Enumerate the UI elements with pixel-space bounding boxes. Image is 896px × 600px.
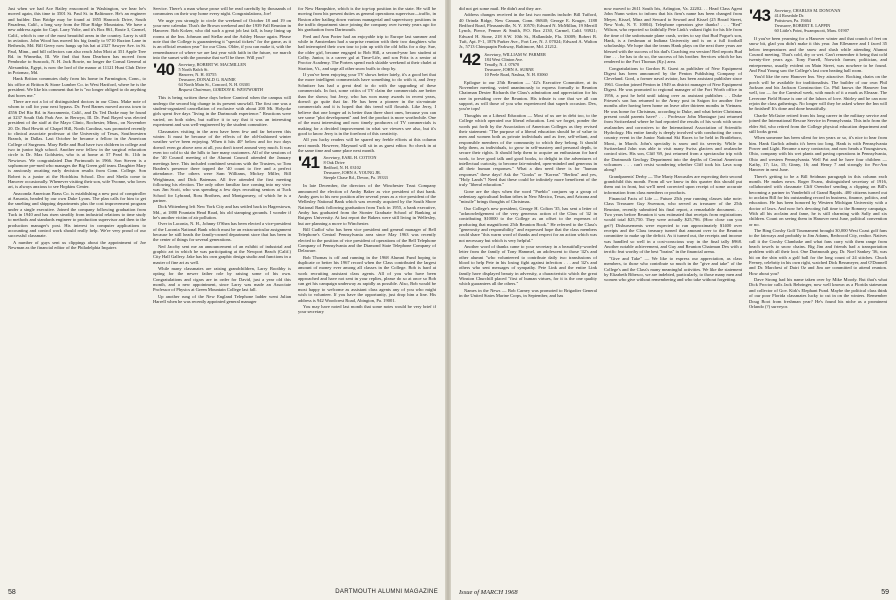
page-number: 58: [8, 589, 16, 596]
class-officers: Secretary, CHARLES M. DONOVAN 414 Rosedale Dr. Pottstown, Pa. 19464 Treasurer, ROBERT E. LAPPIN 60 Little's Point, Swampscott, Mass. 01907: [774, 8, 849, 33]
paragraph: Bill Cudlof who has been vice president and general manager of Bell Telephone's Central Pennsylvania area since May 1963 was recently elected to the position of vice president of operations of the Bell Telephone Company of Pennsylvania and the Diamond State Telephone Company of Delaware.: [298, 227, 436, 254]
paragraph: Address changes received in the last two months include: Bill Tufford, 40 Orinda Ridge, New Canaan, Conn. 06840; George E. Kruger, 1188 Bedford Road, Pleasantville, N. Y. 10570; Edward N. McMillan, 19 Merrill Lynch, Pierce, Fenner & Smith, P.O. Box 2130, Carmel, Calif. 93921; Edward H. Stone, 218 S.W. 10th St., Hallandale, Fla. 33009; Robert B. Tuft, Apt. F-1, 1876 Parker Ave., Fort Lee, N. J. 07024; Edward A. Walton Jr., 5713 Chinquapin Parkway, Baltimore, Md. 21212.: [459, 12, 597, 50]
paragraph: Anaconda American Brass Co. is establishing a new post of comptroller at Ansonia, headed by our own Duke Lyons. The plan calls for him to get the smelting and shipping departments plus the cost improvement program under a single executive. Joined the company following graduation from Tuck in 1940 and has risen steadily from industrial relations to time study to methods and standards engineer to production supervisor and then to the production manager's post. His interest in computer applications to accounting and control work should really help. We're very proud of our successful classmate.: [8, 190, 146, 239]
page-number: 59: [881, 589, 889, 596]
paragraph: You may have noted last month that some notes would be very brief if your secretary: [298, 303, 436, 315]
paragraph: Gone are the days when the word "Pueblo" conjures up a group of sedentary agricultural Indian tribes in New Mexico, Texas, and Arizona and "missile" brings thoughts of Christmas.: [459, 188, 597, 205]
paragraph: Hank Britton commutes daily from his home in Farmington, Conn., to his office at Britton & Stone Lumber Co. in West Hartford, where he is the president. We like his comment that he is "no longer obliged to do anything that bores me.": [8, 76, 146, 98]
paragraph: now moved to 2611 South Iris, Arlington, Va. 22202. . . Head Class Agent John Nunn writes to inform that his firm's name has been changed from Meyer, Kissel, Minz and Seward to Seward and Kissel (25 Broad Street, New York, N. Y. 10004). Telephone operators give thanks! . . . "Red" Wilson, who reported so faithfully Pete Link's valiant fight for his life from the time of the unfortunate plane crash, writes to say that Bud Pogue's son, Hank, is a freshman at Indiana University and is on a full football scholarship. We hope that the teams Hank plays on the next three years are blessed with the success of his dad's Coaching era version! Red reports Bud fine . . . he has to do so, the success of his brother. Services which he has rendered to the Fort Thomas (Ky.) area.: [604, 6, 742, 65]
paragraph: Our College's new president, George H. Colton '35, has sent a letter of "acknowledgement of the very generous action of the Class of '42 in contributing $10000 to the College as an offset to the expenses of producing that magnificent 25th Reunion Book." He referred to the Class's "generosity and responsibility" and expressed hope that the class members could share "this warm word of thanks and respect for an action which was not necessary but which is very helpful.": [459, 205, 597, 243]
paragraph: The Bing Crosby Golf Tournament brought 30,000 West Coast golf fans to the fairways and probably to Jim Adams, Redwood City, realtor. Natives call it the Crosby Clambake and what fans carry with them range from beach towels to snow chains. Big Jim and friends had a transportation problem with all their loot. One Dartmouth guy, Dr. Noel Sankey '36, was hit on the shin with a golf ball for the long count of 24 stitches. Chuck Feeney, celebrity in his own right, watched Dick Ressmeyer, and O'Donnell and Dr. Marchesi of Dairi Oz and Jim are committed to attend reunion. How about you?: [749, 228, 887, 276]
paragraph: Charlie McGuire retired from his long career in the military service and joined the International Rescue Service in Pennsylvania. This info from the elder Sid, who retired from the College physical education department and still looks great.: [749, 112, 887, 134]
paragraph: Epilogue to our 25th Reunion — '42's Executive Committee, at its November meeting, voted unanimously to express formally to Reunion Chairman Dexter Richards the Class's admiration and appreciation for his rare in presiding over the Reunion. His tribute is one that we all can support, as will those of you who experienced that superb occasion. Dex, you're tops!: [459, 79, 597, 112]
paragraph: Congratulations to Gordon B. Guest as publisher of New Equipment Digest has been announced by the Penton Publishing Company of Cleveland. Gord, a former naval aviator, has been assistant publisher since 1961. Gordon joined Penton in 1949 as district manager of New Equipment Digest. He was promoted to regional manager of the Fort Worth office in 1956, a post he held until taking over as assistant publisher. . . Duke Friesen's son has returned to the Army post in Saigon for another five months after having been home on leave after thirteen months in Vietnam. He was home for Christmas, according to Duke, and what better Christmas present could parents have? . . . Professor John Montague just returned from Switzerland where he had reported the results of his work with snow avalanches and corrosives to the International Association of Scientific Hydrology. His entire family is deeply involved with conducting the cross country event in the Junior National Ski Races to be held in Brattleboro, Mont., in March. John's specialty is snow and its severity. While in Switzerland John was able to visit many Swiss glaciers and avalanche control sites. His son, Cliff '69, just returned from a spectacular trip with the Dartmouth Geology Department into the depths of Central American volcanoes . . . can't resist wondering whether Cliff took his Lava soap along?: [604, 65, 742, 173]
class-year: '40: [153, 60, 175, 80]
paragraph: Classmates visiting in the area have been few and far between this winter. It must be because of the effects of the old-fashioned winter weather we've been enjoying. When it hits 40° below and for two days doesn't even go above zero at all, you don't travel around very much. It was even too cold to ski the hills to lure many customers. All of the sessions of the '40 Council meeting of the Alumni Council attended the January meetings here. This included combined sessions with the Trustees, so Tom Braden's presence there topped the '40 count to five and a perfect attendance. The others were Sam Williams, Mickey Miller, Bill Weightman, and Dick Bateman. All five attended the first meeting following his election. The only other familiar face coming into my view was Jim Scott, who was spending a few days recruiting seniors at Tuck School for Lybrand, Ross Brothers, and Montgomery, of which he is a partner.: [153, 128, 291, 203]
right-col-2: [604, 6, 742, 574]
right-footer: [459, 589, 889, 596]
paragraph: When someone has been silent for ten years or so, it's nice to hear from him. Hank Garlick admits it's been too long. Hank is with Pennsylvania Power and Light. Became a navy contractor, and now heads a Youngstown, Ohio, company with his wet plants and paving operations in Pennsylvania, Ohio and western Pennsylvania. Well Pat and he have four children — Kathy, 17; Liz, 15; Ginny, 16; and Henry 7 and strongly for Pro-Am Hanover in next June.: [749, 135, 887, 173]
paragraph: We urge you strongly to circle the weekend of October 18 and 19 on your new calendar. That's the Brown weekend and the 1939 Fall Reunion in Hanover. Bob Kolzer, who did such a great job last fall, is busy lining up rooms at the Inn. Johnson and Stellar and the Ashley House again. Please note that the College is guaranteeing it "special tickets" for the game, as it is an official reunion year" for our Class. Older, if you can make it, with the remembrance of where we are last year with faith in the future, we march into the sunset with the promise that we'll be there. Will you?: [153, 17, 291, 61]
magazine-title: DARTMOUTH ALUMNI MAGAZINE: [335, 589, 438, 595]
paragraph: Bob Thomas is off and running in the 1968 Alumni Fund hoping to duplicate or better his 1967 record when the Class contributed the largest amount of money ever among all classes in the College. Bob is hard at work recruiting assistant class agents. All of you who have been approached and have not sent in your replies, please do so at once so Bob can get his campaign underway as rapidly as possible. Also, Bob would be most happy to welcome as assistant class agents any of you who might wish to volunteer. If you have the opportunity, just drop him a line. His address is 942 Woodcrest Road, Abington, Pa. 19001.: [298, 254, 436, 303]
paragraph: Up another rung of the New England Telephone ladder went Julian Harrell when he was recently appointed general manager: [153, 293, 291, 305]
paragraph: Ned Jacoby sent me an announcement of an exhibit of industrial and graphic art in which he was participating at the Newport Beach (Calif.) City Hall Gallery. Jake has his own graphic design studio and functions in a master of fine art as well.: [153, 243, 291, 265]
class-officers: Secretary, ROBERT W. MACMILLEN 5 North Balch St. Hanover, N. H. 03755 Treasurer, DONALD G. RAINIE 64 North Main St., Concord, N. H. 03301 Bequest Chairman, GORDON K. WENTWORTH: [178, 62, 263, 93]
issue-label: Issue of MARCH 1968: [459, 589, 518, 596]
paragraph: Another word of thanks came to your secretary in a beautifully-worded letter from the family of Tony Hammel, an adolescent to those '42's and other alumni "who volunteered to contribute daily two transfusions of blood to help Pete in his losing fight against infection . . . and '42's and others who sent messages of sympathy. Pete Link and the entire Link family have displayed beauty in adversity, a characteristic which the great Winston Churchill placed "first of human virtues, for it is the one quality which guarantees all the others.": [459, 244, 597, 287]
paragraph: This is being written these days before Carnival when the campus will undergo the second big change in its present snowfall. The first one was a student-organized cancellation of exclusive with about 200 Mt. Holyoke girls spent five days "living in the Dartmouth experience." Reactions were varied, on both sides, but suffice it to say that it was an interesting experiment and was well-engineered by the student committee.: [153, 95, 291, 128]
class-officers: Secretary, WILLIAM W. PARMER 184 West Clinton Ave. Tenafly, N. J. 07670 Treasurer, JOHN A. SURNE 10 Peele Road, Nashua, N. H. 03060: [484, 51, 548, 77]
paragraph: Over in Laconia, N. H., Johnny O'Shea has been elected a vice-president of the Laconia National Bank which must be an extracurricular assignment because he still heads the family-owned department store that has been in the center of things for several generations.: [153, 221, 291, 243]
paragraph: Names in the News — Bob Carney was promoted to Brigadier General in the United States Marine Corps, in September, and has: [459, 287, 597, 299]
paragraph: for New Hampshire, which is the top-top position in the state. He will be moving from his present duties as general operations supervisor—traffic, in Boston after hailing down various managerial and supervisory positions in the traffic department since joining the company over twenty years ago for his graduation from Dartmouth.: [298, 6, 436, 33]
paragraph: You'd like the new Hanover Inn. Very attractive. Rocking chairs on the porch will be available for traditionalists. The builder of our own Phil Jackson and his Jackson Construction Co. Phil knows the Hanover Inn well, too — for the Carnival week, with much of it a mark as Eleazar. The Leverone Field House is one of the lahors of love. Shirley and he can now rejoin the class gatherings. No longer will they be asked where the Inn will be finished! It's done and done beautifully.: [749, 74, 887, 112]
left-col-3: [298, 6, 436, 574]
class-year: '41: [298, 153, 320, 173]
class-year: '43: [749, 6, 771, 25]
left-col-2: [153, 6, 291, 574]
class-header-43: [749, 8, 887, 33]
paragraph: All you lucky readers will be spared my feeble efforts at this column next month. However, Maynard will sit in as guest editor. So check in at the same time and same place next month.: [298, 137, 436, 153]
paragraph: There are not a lot of distinguished doctors in our Class. Make note of whom to call for your next bypass. Dr. Fred Barnes moved across town to 4556 Del Rio Rd. in Sacramento, Calif., and Dr. Ted Drake may be found at 3237 South Oak Park Ave. in Berwyn, Ill. Dr. Paul Bayed was elected president of the staff at the Mayo Clinic, Rochester, Minn., on November 20. Dr. Bud Hewitt of Chapel Hill, North Carolina, was promoted recently to clinical associate professor at the University of Texas, Southwestern Branch, in Dallas. Last October he became a fellow in the American College of Surgeons. Mary Belle and Bud have two children in college and two in junior high school. Another new fellow in the surgical education circle is Dr. Max Goldstein, who is at home at 57 Pearl St. 11th in Newtown. We congratulated Dan Portmouth in 1966. Son Steven is a sophomore pre-med who manages the Big Green golf team. Daughter Mary is anxiously awaiting early decision results from Conn. College. Son Robert is a junior at the Hotchkiss School. Doc and Sheila come to Hanover occasionally. Whenever visiting their son, wife Yvonne, who loves art, is always anxious to see Hopkins Center.: [8, 98, 146, 190]
right-col-3: [749, 6, 887, 574]
paragraph: Thoughts on a Liberal Education — Most of us are in debt too, to the College which operated our liberal education. Lest we forget, ponder the words put forth by the Association of American Colleges as they revised their statement: "The purpose of a liberal education should be of value to men and women both as private individuals and as free, self-reliant, and responsible members of the community to which they belong. It should help them, as individuals, to grow in self-mastery and personal depth, to secure their rights. It should help them to acquire an enthusiasm for hard work, to love good talk and good books, to delight in the adventures of intellectual curiosity, to become fair-minded, open-minded and generous in all their human responses." What a dim need there is for "human responses" these days! Ask the "Gooks" or "Koreas" "Berlins" and yes, "Holy Lands"! Need that these could be infinitely more beneficent of the truly "liberal education.": [459, 112, 597, 188]
paragraph: "Give and Take" — We like to express our appreciation, as class members, to those who contribute so much in the "give and take" of the College's and the Class's many meaningful activities. We like the statement by Elizabeth Bibesco, we are indebted, particularly, to those many men and women who give without remembering and who take without forgetting.: [604, 255, 742, 283]
paragraph: Dave Strong had his name taken over by Mike Moody. But that's what Dick Proctor calls Jack Behringer, now well known as a Florida statesman and collector of Gov. Kirk's Elephant Fund. Maybe the political class think of our poor Florida classmates lucky to cut in on the winters. Remember Doug Boot from freshman year? He's found his niche as a prominent Orlando (?) surveyor.: [749, 277, 887, 309]
left-page: [0, 0, 445, 600]
paragraph: did not get some mail. He didn't and they are.: [459, 6, 542, 11]
paragraph: Fred and Ann Porter had an enjoyable trip to Europe last summer and while in Amsterdam had a surprise reunion with their two daughters who had interrupted their own tour to join up with the old folks for a day. Sue, the older girl, became engaged to Bob Hill, a second-year law student at Colby. Junior, is a career gal at Time-Life, and son Fritz is a senior at Proctor Academy. The Porters spend each skiable weekend at their chalet at Stratton, Vt., and urge all other snow buffs to drop by.: [298, 33, 436, 71]
paragraph: Financial Facts of Life — Future 25th year running classes take note: Class Treasurer Guy Swenson, who served as treasurer of the 25th Reunion, recently submitted his final report, a remarkable document. . . Two years before Reunion it was estimated that receipts from registrations would total $25,750. They were actually $25,796. (How close can you get?) Disbursements were expected to run approximately $1400 over receipts and the Class treasury turned that amount over to the Reunion committee to make up the deficit. As it turned out, the receipts and income was handled so well in a cost-conscious way in the final tally $968. Another notable achievement, and Guy and Reunion Chairman Dex with a terrific feat worthy of the best "brains" in the financial arena.: [604, 196, 742, 255]
class-header-40: [153, 62, 291, 92]
paragraph: Grandparents' Derby — The Marty Harcastles are expecting their second grandchild this month. From all we know in this quarter this should put them out in front, but we'll need corrected upon receipt of some accurate information from class members or products.: [604, 173, 742, 195]
paragraph: Dick Wittenberg left New York City and has settled back in Hagerstown, Md., at 1880 Fountain Head Road, his old stamping grounds. I wonder if he's another victim of air pollution.: [153, 204, 291, 220]
class-year: '42: [459, 49, 481, 69]
right-col-1: [459, 6, 597, 574]
class-header-41: [298, 155, 436, 180]
paragraph: A number of guys sent us clippings about the appointment of Joe Newman as the financial editor of the Philadelphia Inquirer.: [8, 239, 146, 251]
paragraph: In late December, the directors of the Winchester Trust Company announced the election of Amby Baker as vice president of that bank. Amby goes to his new position after several years as a vice president of the Wellesley National Bank which was recently acquired by the South Shore National Bank following graduation from Tuck in 1955, a bank executive, Amby has graduated from the Stonier Graduate School of Banking at Rutgers University. At last report the Bakers were still living in Wellesley, but are planning a move to Winchester.: [298, 183, 436, 226]
left-footer: [8, 589, 438, 596]
right-page: [451, 0, 896, 600]
class-officers: Secretary, EARL H. COTTON 8 Oak Drive Bedford, N. H. 03102 Treasurer, JOHN A. YOUNG JR. Steeple Chase Rd., Devon, Pa. 19333: [323, 155, 388, 181]
paragraph: While many classmates are raising grandchildren, Larry Boothby is opting for the newer father role by raising some of his own. Congratulations and cigars are in order for David, just a year old this month, and a new appointment, since Larry was made an Associate Professor of Physics at Green Mountain College last fall.: [153, 266, 291, 293]
paragraph: If you've been yearning for a Hanover winter and that crunch of feet on snow bit, glad you didn't make it this year. Jan Ellesmere and I faced 35 below temperatures and the snow and slush while attending Alumni Council meeting. That's cold, dry or wet. Can't remember it being that cold twenty-five years ago. Tony Farrell, Norwich farmer, politician, and entrepreneur, usually evident on Main Street, was nowhere to be found. And Paul Young saw the College's last own heating hall room.: [749, 36, 887, 74]
paragraph: Just when we had Ace Bailey ensconced in Washington, we hear he's moved again, this time to 3501 St. Paul St. in Baltimore. He's an engineer and builder. Don Bridge may be found at 1855 Hancock Drive, South Pasadena, Calif., a long way from the Blue Ridge Mountains. We have a new address again for Capt. Larry Volte, and it's Box 861, Route 3, Carmel, Calif., which is one of the most beautiful areas in the country. Larry is still in aviation. John Wood has moved his big family to 9710 Ruxton Lane in Bethesda, Md. Bill Geery now hangs up his hat at 2327 Sawyer Ave. in St. Paul, Minn., and bill collectors can also reach John Mott at 351 Apple Tree Rd. in Winnetka, Ill. We find that Sam Dearborn has moved from Pembroke to Suncook, N. H. Jack Bowie, no longer the Consul General at Alexandria, Egypt, is now the lord of the manor at 11121 Hunt Club Drive in Potomac, Md.: [8, 6, 146, 76]
paragraph: Service. There's a man whose prose will be read carefully by thousands of commuters on their way home every night. Congratulations, Joe!: [153, 6, 291, 17]
paragraph: If you've been enjoying your TV shows better lately, it's a good bet that the more intelligent commercials have something to do with it, and Jerry Schnitzer has had a great deal to do with the upgrading of these commercials. In fact, some critics of TV claim the commercials are better than the shows; but Jerry, who has won many awards in recent years, doesn't go quite that far. He has been a pioneer in the six-minute commercials and it is hoped that this trend will flourish. Like Jerry, I believe that one longer ad is better than three short ones, because you can see some "plot development" and feel the product is more worthwhile. One of the most interesting and now timely producers of TV commercials is making for a decided improvement in what we viewers see also, but it's good to know Jerry is in the forefront of this creativity.: [298, 72, 436, 136]
paragraph: There's getting to be a Bill Seidman paragraph in this column each month. He makes news. Roger Evans, distinguished secretary of 1916, collaborated with classmate Cliff Orendorf sending a clipping on Bill's becoming a partner in Vanderbilt of Grand Rapids. 400 citizens turned out to acclaim Bill for his outstanding record in business, finance, politics, and education. He has been honored by Western Michigan University with a doctor of laws. And now he's devoting full time to the Romney campaign. With all his acclaim and fame, he is still charming with Sally and six children. Count on seeing them in Hanover next June, political convention or no.: [749, 173, 887, 227]
class-header-42: [459, 49, 597, 77]
left-col-1: [8, 6, 146, 574]
